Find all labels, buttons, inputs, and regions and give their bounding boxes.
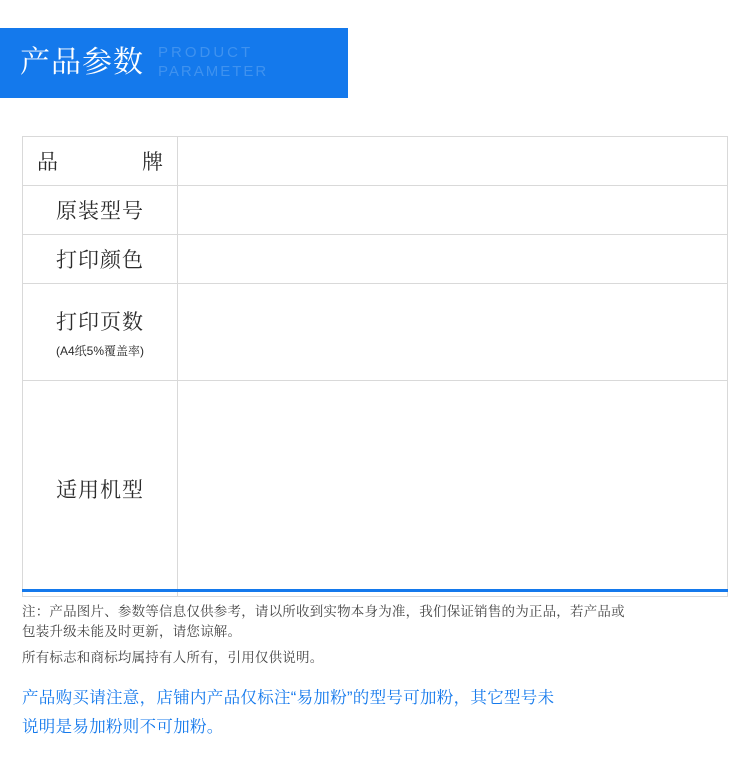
note-disclaimer-line2: 包装升级未能及时更新，请您谅解。 (22, 624, 242, 639)
section-title-cn: 产品参数 (20, 46, 144, 79)
purchase-warning-line1: 产品购买请注意，店铺内产品仅标注“易加粉”的型号可加粉，其它型号未 (22, 689, 555, 707)
row-value-print-pages (178, 284, 728, 381)
parameter-table (22, 136, 728, 597)
purchase-warning (22, 684, 728, 742)
notes-block (22, 602, 728, 668)
table-row (23, 186, 728, 235)
note-disclaimer-line1: 注：产品图片、参数等信息仅供参考，请以所收到实物本身为准，我们保证销售的为正品，若产品或 (22, 604, 625, 619)
row-label-print-pages-text: 打印页数 (56, 310, 144, 334)
row-value-model (178, 186, 728, 235)
row-label-print-pages-sublabel: (A4纸5%覆盖率) (55, 343, 144, 358)
section-title-en-line2: PARAMETER (158, 63, 269, 80)
table-row (23, 381, 728, 597)
row-value-brand (178, 137, 728, 186)
section-title-en-line1: PRODUCT (158, 44, 254, 62)
accent-divider (22, 589, 728, 592)
parameter-table-wrap (22, 136, 728, 597)
row-value-print-color (178, 235, 728, 284)
row-label-print-color: 打印颜色 (23, 235, 178, 284)
table-row (23, 284, 728, 381)
note-disclaimer (22, 602, 728, 642)
section-title-en (158, 44, 268, 82)
table-row (23, 235, 728, 284)
section-header-banner (0, 28, 348, 98)
row-label-print-pages (23, 284, 178, 381)
row-value-compatible-models (178, 381, 728, 597)
row-label-brand (23, 137, 178, 186)
table-row (23, 137, 728, 186)
purchase-warning-line2: 说明是易加粉则不可加粉。 (22, 718, 224, 736)
note-trademark: 所有标志和商标均属持有人所有，引用仅供说明。 (22, 650, 324, 665)
row-label-model: 原装型号 (23, 186, 178, 235)
row-label-compatible-models: 适用机型 (23, 381, 178, 597)
row-label-brand-text: 品 牌 (37, 151, 177, 174)
